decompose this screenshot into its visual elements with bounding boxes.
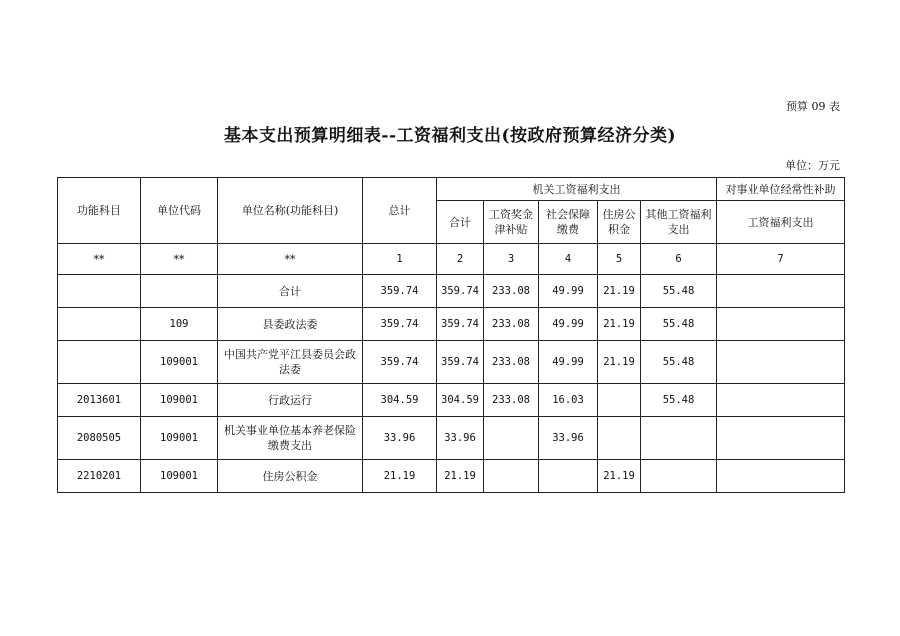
cell-social xyxy=(539,460,598,493)
header-unit-code: 单位代码 xyxy=(141,178,218,244)
cell-unit-name: 县委政法委 xyxy=(218,308,363,341)
header-func-code: 功能科目 xyxy=(58,178,141,244)
cell-other: 55.48 xyxy=(641,308,717,341)
cell-sub-total: 359.74 xyxy=(437,308,484,341)
cell-social: 33.96 xyxy=(539,417,598,460)
table-row xyxy=(58,308,845,341)
cell-unit-name: 行政运行 xyxy=(218,384,363,417)
cell-social: 16.03 xyxy=(539,384,598,417)
cell-unit-code xyxy=(141,275,218,308)
index-cell: ** xyxy=(58,244,141,275)
cell-housing xyxy=(598,384,641,417)
index-cell: 7 xyxy=(717,244,845,275)
cell-sub-total: 21.19 xyxy=(437,460,484,493)
cell-housing xyxy=(598,417,641,460)
header-salary: 工资奖金津补贴 xyxy=(484,201,539,244)
cell-subsidy-salary xyxy=(717,460,845,493)
cell-total: 359.74 xyxy=(363,341,437,384)
header-sub-total: 合计 xyxy=(437,201,484,244)
cell-func-code xyxy=(58,275,141,308)
cell-social: 49.99 xyxy=(539,275,598,308)
cell-salary: 233.08 xyxy=(484,308,539,341)
cell-func-code: 2013601 xyxy=(58,384,141,417)
budget-table xyxy=(57,177,845,493)
cell-housing: 21.19 xyxy=(598,341,641,384)
cell-unit-name: 中国共产党平江县委员会政法委 xyxy=(218,341,363,384)
table-row xyxy=(58,341,845,384)
cell-subsidy-salary xyxy=(717,417,845,460)
cell-unit-code: 109001 xyxy=(141,417,218,460)
header-row-1 xyxy=(58,178,845,201)
cell-func-code: 2210201 xyxy=(58,460,141,493)
cell-total: 359.74 xyxy=(363,308,437,341)
index-cell: 5 xyxy=(598,244,641,275)
cell-unit-code: 109001 xyxy=(141,384,218,417)
cell-func-code: 2080505 xyxy=(58,417,141,460)
cell-salary: 233.08 xyxy=(484,275,539,308)
cell-salary: 233.08 xyxy=(484,341,539,384)
cell-subsidy-salary xyxy=(717,384,845,417)
cell-subsidy-salary xyxy=(717,308,845,341)
header-group-admin: 机关工资福利支出 xyxy=(437,178,717,201)
header-social: 社会保障缴费 xyxy=(539,201,598,244)
unit-label: 单位：万元 xyxy=(785,159,840,172)
index-cell: 3 xyxy=(484,244,539,275)
cell-sub-total: 33.96 xyxy=(437,417,484,460)
cell-func-code xyxy=(58,308,141,341)
cell-sub-total: 304.59 xyxy=(437,384,484,417)
header-other: 其他工资福利支出 xyxy=(641,201,717,244)
cell-social: 49.99 xyxy=(539,308,598,341)
header-group-subsidy: 对事业单位经常性补助 xyxy=(717,178,845,201)
cell-total: 21.19 xyxy=(363,460,437,493)
cell-salary xyxy=(484,417,539,460)
cell-total: 304.59 xyxy=(363,384,437,417)
cell-unit-name: 机关事业单位基本养老保险缴费支出 xyxy=(218,417,363,460)
form-number: 预算 09 表 xyxy=(786,100,840,113)
header-unit-name: 单位名称(功能科目) xyxy=(218,178,363,244)
cell-other: 55.48 xyxy=(641,341,717,384)
table-row xyxy=(58,384,845,417)
index-cell: 1 xyxy=(363,244,437,275)
index-cell: 4 xyxy=(539,244,598,275)
index-row xyxy=(58,244,845,275)
header-subsidy-salary: 工资福利支出 xyxy=(717,201,845,244)
page-title: 基本支出预算明细表--工资福利支出(按政府预算经济分类) xyxy=(223,126,677,146)
cell-other xyxy=(641,417,717,460)
index-cell: ** xyxy=(141,244,218,275)
table-row xyxy=(58,417,845,460)
index-cell: 6 xyxy=(641,244,717,275)
cell-subsidy-salary xyxy=(717,341,845,384)
cell-unit-code: 109001 xyxy=(141,460,218,493)
cell-func-code xyxy=(58,341,141,384)
table-row xyxy=(58,460,845,493)
header-housing: 住房公积金 xyxy=(598,201,641,244)
cell-sub-total: 359.74 xyxy=(437,341,484,384)
cell-unit-name: 住房公积金 xyxy=(218,460,363,493)
cell-salary: 233.08 xyxy=(484,384,539,417)
cell-housing: 21.19 xyxy=(598,275,641,308)
cell-other: 55.48 xyxy=(641,275,717,308)
cell-sub-total: 359.74 xyxy=(437,275,484,308)
cell-unit-name: 合计 xyxy=(218,275,363,308)
cell-other: 55.48 xyxy=(641,384,717,417)
cell-total: 33.96 xyxy=(363,417,437,460)
cell-social: 49.99 xyxy=(539,341,598,384)
cell-housing: 21.19 xyxy=(598,460,641,493)
cell-subsidy-salary xyxy=(717,275,845,308)
cell-unit-code: 109 xyxy=(141,308,218,341)
index-cell: 2 xyxy=(437,244,484,275)
cell-other xyxy=(641,460,717,493)
cell-unit-code: 109001 xyxy=(141,341,218,384)
header-total: 总计 xyxy=(363,178,437,244)
cell-total: 359.74 xyxy=(363,275,437,308)
cell-salary xyxy=(484,460,539,493)
cell-housing: 21.19 xyxy=(598,308,641,341)
index-cell: ** xyxy=(218,244,363,275)
table-row xyxy=(58,275,845,308)
